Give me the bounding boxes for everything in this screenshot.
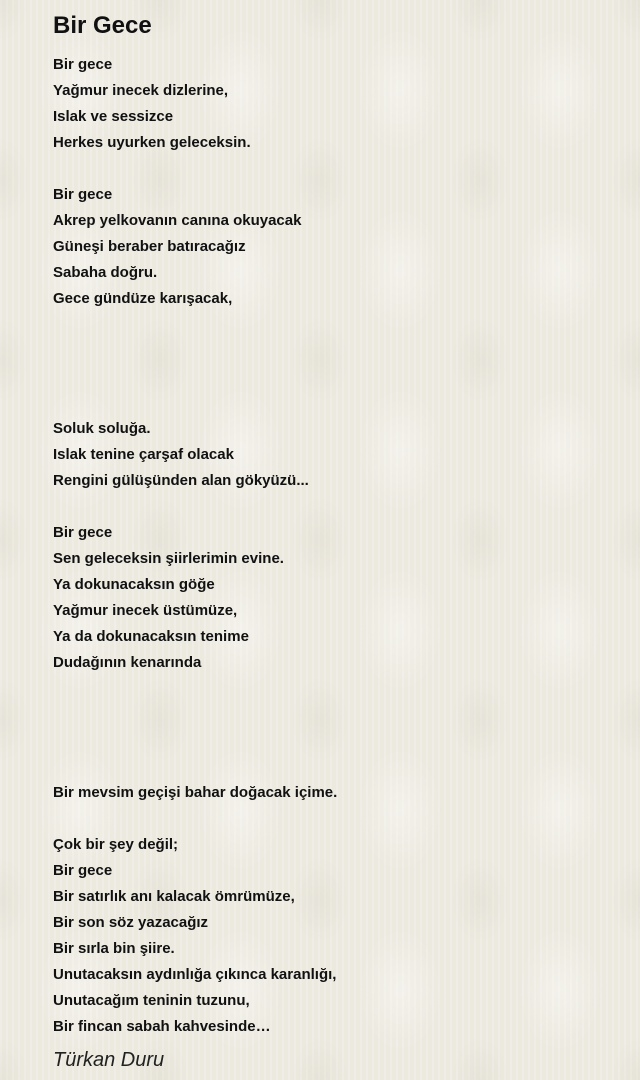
poem-line: Gece gündüze karışacak, [53,290,233,307]
poem-line [53,728,613,754]
poem-line [53,390,613,416]
poem-line [53,754,613,780]
poem-body [53,52,613,1040]
poem-line: Bir satırlık anı kalacak ömrümüze, [53,888,295,905]
poem-line: Yağmur inecek dizlerine, [53,82,229,99]
poem-author: Türkan Duru [53,1049,165,1071]
poem-line: Ya dokunacaksın göğe [53,576,215,593]
poem-container [53,10,613,1075]
poem-line: Bir fincan sabah kahvesinde… [53,1018,271,1035]
poem-line: Soluk soluğa. [53,420,151,437]
poem-line: Rengini gülüşünden alan gökyüzü... [53,472,309,489]
poem-line: Bir gece [53,186,113,203]
poem-line: Yağmur inecek üstümüze, [53,602,238,619]
poem-line: Bir gece [53,524,113,541]
poem-line: Bir son söz yazacağız [53,914,209,931]
poem-line [53,338,613,364]
poem-line: Akrep yelkovanın canına okuyacak [53,212,302,229]
poem-line: Güneşi beraber batıracağız [53,238,246,255]
poem-line [53,156,613,182]
poem-line [53,806,613,832]
poem-line: Islak ve sessizce [53,108,174,125]
poem-line [53,702,613,728]
poem-line: Islak tenine çarşaf olacak [53,446,234,463]
poem-line: Bir mevsim geçişi bahar doğacak içime. [53,784,338,801]
poem-line [53,494,613,520]
poem-line: Ya da dokunacaksın tenime [53,628,249,645]
poem-line: Herkes uyurken geleceksin. [53,134,251,151]
poem-line: Unutacağım teninin tuzunu, [53,992,250,1009]
poem-line [53,676,613,702]
poem-line: Sen geleceksin şiirlerimin evine. [53,550,284,567]
poem-line: Unutacaksın aydınlığa çıkınca karanlığı, [53,966,337,983]
poem-title: Bir Gece [53,12,152,39]
poem-line [53,312,613,338]
poem-line [53,364,613,390]
poem-line: Sabaha doğru. [53,264,158,281]
poem-line: Bir sırla bin şiire. [53,940,175,957]
poem-line: Bir gece [53,56,113,73]
poem-line: Bir gece [53,862,113,879]
poem-line: Dudağının kenarında [53,654,202,671]
poem-line: Çok bir şey değil; [53,836,179,853]
